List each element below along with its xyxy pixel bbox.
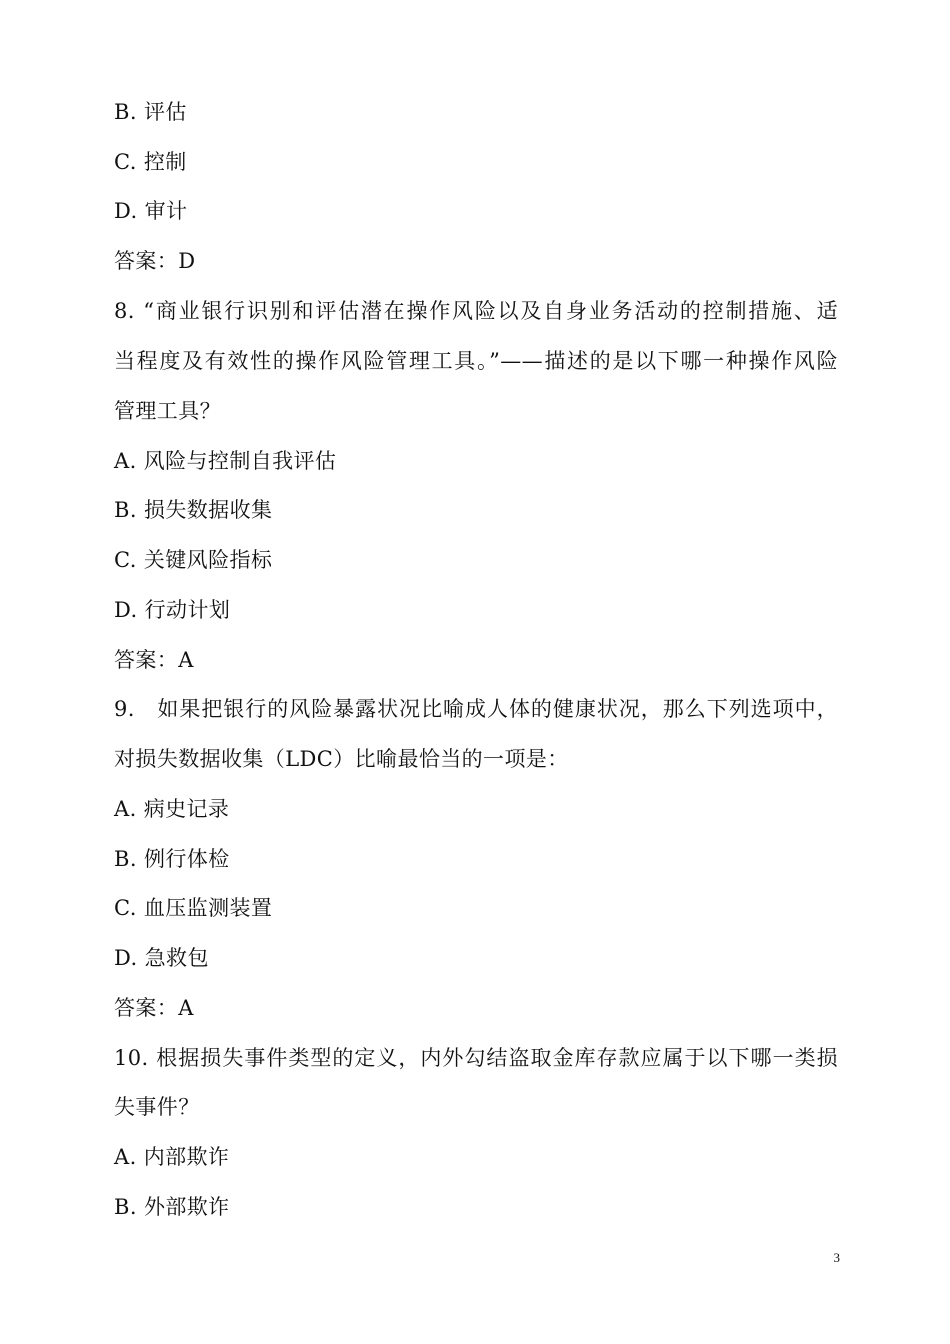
option-a-q9: A. 病史记录 [114,797,230,821]
option-a-q8: A. 风险与控制自我评估 [114,449,337,473]
option-c-q9: C. 血压监测装置 [114,896,273,920]
question-8-line-2: 当程度及有效性的操作风险管理工具。”——描述的是以下哪一种操作风险 [114,349,838,373]
answer-q8: 答案：A [114,648,194,672]
option-d-q8: D. 行动计划 [114,598,231,622]
question-10-line-2: 失事件？ [114,1095,200,1119]
question-8-line-3: 管理工具？ [114,399,221,423]
option-d-q9: D. 急救包 [114,946,209,970]
option-b-q9: B. 例行体检 [114,847,230,871]
page-number: 3 [833,1250,840,1265]
question-8-line-1: 8. “商业银行识别和评估潜在操作风险以及自身业务活动的控制措施、适 [114,299,838,323]
option-d-q7: D. 审计 [114,199,188,223]
option-b-q7: B. 评估 [114,100,187,124]
option-b-q10: B. 外部欺诈 [114,1195,230,1219]
question-9-line-1: 9. 如果把银行的风险暴露状况比喻成人体的健康状况，那么下列选项中， [114,697,838,721]
question-10-line-1: 10. 根据损失事件类型的定义，内外勾结盗取金库存款应属于以下哪一类损 [114,1046,838,1070]
answer-q9: 答案：A [114,996,194,1020]
question-9-line-2: 对损失数据收集（LDC）比喻最恰当的一项是： [114,747,569,771]
option-a-q10: A. 内部欺诈 [114,1145,230,1169]
option-b-q8: B. 损失数据收集 [114,498,273,522]
answer-q7: 答案：D [114,249,196,273]
option-c-q7: C. 控制 [114,150,187,174]
option-c-q8: C. 关键风险指标 [114,548,273,572]
